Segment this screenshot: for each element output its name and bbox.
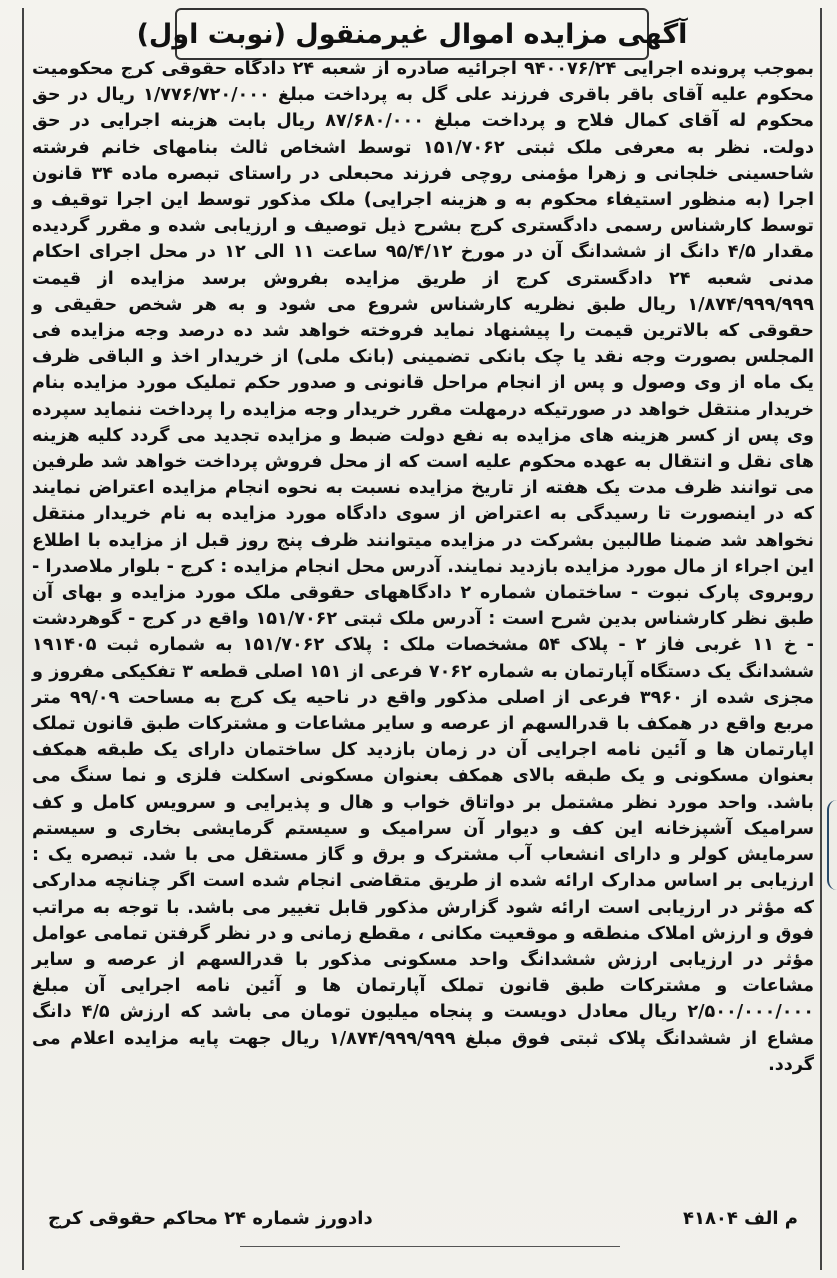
notice-paragraph: بموجب پرونده اجرایی ۹۴۰۰۷۶/۲۴ اجرائیه صادره از شعبه ۲۴ دادگاه حقوقی کرج محکومیت محکوم علیه آقای باقر باقری فرزند علی گل به پرداخت مبلغ ۱/۷۷۶/۷۲۰/۰۰۰ ریال در حق محکوم له آقای کمال فلاح و پرداخت مبلغ ۸۷/۶۸۰/۰۰۰ ریال بابت هزینه اجرایی در حق دولت. نظر به معرفی ملک ثبتی ۱۵۱/۷۰۶۲ توسط اشخاص ثالث بنامهای خانم فرشته شاحسینی خلجانی و زهرا مؤمنی روچی فرزند محبعلی در راستای تبصره ماده ۳۴ قانون اجرا (به منظور استیفاء محکوم به و هزینه اجرایی) ملک مذکور توسط این اجرا توقیف و توسط کارشناس رسمی دادگستری کرج بشرح ذیل توصیف و ارزیابی شده و مقرر گردیده مقدار ۴/۵ دانگ از ششدانگ آن در مورخ ۹۵/۴/۱۲ ساعت ۱۱ الی ۱۲ در محل اجرای احکام مدنی شعبه ۲۴ دادگستری کرج از طریق مزایده بفروش برسد مزایده از قیمت ۱/۸۷۴/۹۹۹/۹۹۹ ریال طبق نظریه کارشناس شروع می شود و به هر شخص حقیقی و حقوقی که بالاترین قیمت را پیشنهاد نماید فروخته خواهد شد ده درصد وجه مزایده فی المجلس بصورت وجه نقد یا چک بانکی تضمینی (بانک ملی) از خریدار اخذ و الباقی ظرف یک ماه از وی وصول و پس از انجام مراحل قانونی و صدور حکم تملیک مورد مزایده بنام خریدار منتقل خواهد در صورتیکه درمهلت مقرر خریدار وجه مزایده را پرداخت ننماید سپرده وی پس از کسر هزینه های مزایده به نفع دولت ضبط و مزایده تجدید می گردد کلیه هزینه های نقل و انتقال به عهده محکوم علیه است که از محل فروش پرداخت خواهد شد طرفین می توانند ظرف مدت یک هفته از تاریخ مزایده نسبت به نحوه انجام مزایده اعتراض نمایند که در اینصورت تا رسیدگی به اعتراض از سوی دادگاه مورد مزایده به نام خریدار منتقل نخواهد شد ضمنا طالبین بشرکت در مزایده میتوانند ظرف پنج روز قبل از مزایده با اطلاع این اجراء از مال مورد مزایده بازدید نمایند. آدرس محل انجام مزایده : کرج - بلوار ملاصدرا - روبروی پارک نبوت - ساختمان شماره ۲ دادگاههای حقوقی ملک مورد مزایده و بهای آن طبق نظر کارشناس بدین شرح است : آدرس ملک ثبتی ۱۵۱/۷۰۶۲ واقع در کرج - گوهردشت - خ ۱۱ غربی فاز ۲ - پلاک ۵۴ مشخصات ملک : پلاک ۱۵۱/۷۰۶۲ به شماره ثبت ۱۹۱۴۰۵ ششدانگ یک دستگاه آپارتمان به شماره ۷۰۶۲ فرعی از ۱۵۱ اصلی قطعه ۳ تفکیکی مفروز و مجزی شده از ۳۹۶۰ فرعی از اصلی مذکور واقع در ناحیه یک کرج به مساحت ۹۹/۰۹ متر مربع واقع در همکف با قدرالسهم از عرصه و سایر مشاعات و مشترکات طبق قانون تملک اپارتمان ها و آئین نامه اجرایی آن در زمان بازدید کل ساختمان دارای یک طبقه همکف بعنوان مسکونی و یک طبقه بالای همکف بعنوان مسکونی اسکلت فلزی و نما سنگ می باشد. واحد مورد نظر مشتمل بر دواتاق خواب و هال و پذیرایی و سرویس کامل و کف سرامیک آشپزخانه این کف و دیوار آن سرامیک و سیستم گرمایشی بخاری و سیستم سرمایش کولر و دارای انشعاب آب مشترک و برق و گاز مستقل می با شد. تبصره یک : ارزیابی بر اساس مدارک ارائه شده از طریق متقاضی انجام شده است اگر چنانچه مدارکی که مؤثر در ارزیابی است ارائه شود گزارش مذکور قابل تغییر می باشد. با توجه به مراتب فوق و ارزش املاک منطقه و موقعیت مکانی ، مقطع زمانی و در نظر گرفتن تمامی عوامل مؤثر در ارزیابی ارزش ششدانگ واحد مسکونی مذکور با قدرالسهم از عرصه و سایر مشاعات و مشترکات طبق قانون تملک آپارتمان ها و آئین نامه اجرایی آن مبلغ ۲/۵۰۰/۰۰۰/۰۰۰ ریال معادل دویست و پنجاه میلیون تومان می باشد که ارزش ۴/۵ دانگ مشاع از ششدانگ پلاک ثبتی فوق مبلغ ۱/۸۷۴/۹۹۹/۹۹۹ ریال جهت پایه مزایده اعلام می گردد. (32, 59, 815, 1075)
issuer-signature: دادورز شماره ۲۴ محاکم حقوقی کرج (48, 1208, 373, 1229)
edge-stamp-mark (827, 800, 837, 890)
divider (240, 1246, 620, 1261)
reference-number: م الف ۴۱۸۰۴ (682, 1208, 798, 1229)
notice-body (32, 56, 814, 1078)
notice-title: آگهی مزایده اموال غیرمنقول (نوبت اول) (136, 18, 688, 50)
title-box (136, 8, 688, 60)
